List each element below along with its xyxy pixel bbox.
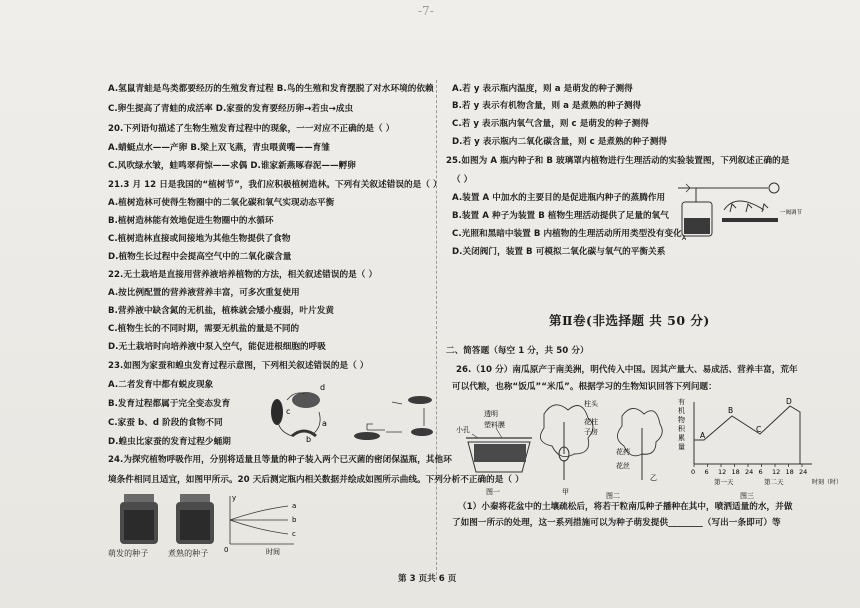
q25-option-d: D.关闭阀门，装置 B 可模拟二氧化碳与氧气的平衡关系 [452, 247, 666, 257]
q20-stem: 20.下列语句描述了生物生殖发育过程中的现象，一一对应不正确的是（ ） [108, 124, 395, 134]
q25-option-b: B.装置 A 种子为装置 B 植物生理活动提供了足量的氧气 [452, 211, 669, 221]
fig3-tick-label: 6 [758, 468, 763, 476]
page-footer: 第 3 页共 6 页 [398, 574, 457, 584]
curve-a [230, 506, 288, 520]
fig1-label-film: 塑料膜 [484, 421, 505, 429]
q23-option-d: D.蝗虫比家蚕的发育过程少蛹期 [108, 437, 231, 447]
q23-option-b: B.发育过程都属于完全变态发育 [108, 399, 231, 409]
fig3-x-unit: 时刻（时） [812, 479, 843, 486]
q26-part1: （1）小秦将花盆中的土壤疏松后，将若干粒南瓜种子播种在其中，喷洒适量的水，并做 [458, 502, 793, 512]
q21-option-d: D.植物生长过程中会提高空气中的二氧化碳含量 [108, 252, 292, 262]
fig3-tick-label: 6 [704, 468, 709, 476]
fig25-valve-label: 一阀调节 [780, 210, 803, 216]
bottle1-caption: 萌发的种子 [108, 549, 149, 558]
fig23-label-b: b [306, 435, 312, 444]
fig23-label-a: a [322, 419, 327, 428]
fig25-label-a: A [682, 235, 687, 242]
silkworm-pupa-icon [271, 399, 283, 425]
q22-stem: 22.无土栽培是直接用营养液培养植物的方法，相关叙述错误的是（ ） [108, 270, 378, 280]
fig2-label-jia: 甲 [562, 488, 569, 496]
fig3-tick-label: 24 [745, 468, 754, 476]
q21-stem: 21.3 月 12 日是我国的“植树节”，我们应积极植树造林。下列有关叙述错误的是（ ） [108, 180, 442, 190]
fig1-label-hole: 小孔 [456, 426, 470, 434]
fig2-label-anther: 花药 [616, 448, 630, 456]
q21-option-b: B.植树造林能有效地促进生物圈中的水循环 [108, 216, 274, 226]
fig3-tick-label: 18 [731, 468, 740, 476]
q26-stem: 26.（10 分）南瓜原产于南美洲，明代传入中国。因其产量大、易成活、营养丰富，荒年 [456, 365, 798, 375]
fig2-flowers [524, 394, 674, 500]
q20-option-ab: A.蜻蜓点水——产卵 B.梁上双飞燕，青虫喂黄嘴——育雏 [108, 143, 330, 153]
fig3-y-axis-label [678, 397, 686, 451]
fig3-caption: 图三 [740, 492, 754, 500]
fig2-label-filament: 花丝 [616, 462, 630, 470]
locust-nymph-icon [411, 428, 433, 436]
fig3-x-ticks [691, 464, 807, 476]
column-divider [436, 80, 437, 580]
fig2-label-stigma: 柱头 [584, 400, 598, 408]
locust-adult-icon [408, 396, 432, 404]
fig24-label-b: b [292, 516, 297, 524]
fig24-label-a: a [292, 502, 297, 510]
fig2-label-ovary: 子房 [584, 428, 598, 436]
fig3-point-d: D [786, 397, 792, 406]
valve-icon [769, 183, 779, 193]
fig1-caption: 图一 [486, 488, 500, 496]
q22-option-c: C.植物生长的不同时期，需要无机盐的量是不同的 [108, 324, 300, 334]
fig1-label-transparent: 透明 [484, 410, 498, 418]
fig2-label-style: 花柱 [584, 418, 598, 426]
q25-stem: 25.如图为 A 瓶内种子和 B 玻璃罩内植物进行生理活动的实验装置图，下列叙述正确的是 [446, 156, 790, 166]
fig3-day2: 第二天 [764, 478, 784, 486]
silkworm-larva-icon [292, 431, 316, 436]
q23-option-c: C.家蚕 b、d 阶段的食物不同 [108, 418, 223, 428]
fig3-day1: 第一天 [714, 478, 734, 486]
fig3-tick-label: 12 [718, 468, 727, 476]
fig3-ylabel-char: 累 [678, 434, 685, 442]
q24-option-d: D.若 y 表示瓶内二氧化碳含量，则 c 是煮熟的种子测得 [452, 137, 667, 147]
fig24-bottles-and-graph [118, 490, 328, 558]
fig3-tick-label: 18 [785, 468, 794, 476]
locust-nymph-small-icon [354, 432, 380, 440]
plants-icon [730, 204, 768, 212]
fig3-curve [694, 406, 800, 464]
q20-option-cd: C.风吹绿水皱，蛙鸣翠荷惊——求偶 D.谁家新燕啄春泥——孵卵 [108, 161, 356, 171]
bottle-germinating-icon [120, 494, 158, 544]
part2-heading: 二、简答题（每空 1 分，共 50 分） [446, 346, 589, 356]
fig24-label-c: c [292, 530, 296, 538]
q25-option-c: C.光照和黑暗中装置 B 内植物的生理活动所用类型没有变化 [452, 229, 682, 239]
bottle-boiled-icon [176, 494, 214, 544]
fig23-life-cycle-diagram [262, 378, 437, 446]
fig2-label-yi: 乙 [650, 474, 657, 482]
silkworm-moth-icon [292, 392, 320, 408]
fig24-x-label: 时间 [266, 548, 280, 556]
fig3-organic-matter-chart [670, 394, 848, 502]
bell-jar-icon [724, 201, 764, 210]
q24-option-a: A.若 y 表示瓶内温度，则 a 是萌发的种子测得 [452, 84, 633, 94]
fig3-tick-label: 12 [772, 468, 781, 476]
q24-stem-cont: 境条件相同且适宜，如图甲所示。20 天后测定瓶内相关数据并绘成如图所示曲线。下列分析不正确的是（ ） [108, 475, 524, 485]
q24-option-c: C.若 y 表示瓶内氧气含量，则 c 是萌发的种子测得 [452, 119, 649, 129]
fig3-ylabel-char: 有 [678, 398, 685, 406]
q24-option-b: B.若 y 表示有机物含量，则 a 是煮熟的种子测得 [452, 101, 642, 111]
fig3-ylabel-char: 积 [678, 425, 685, 433]
q22-option-d: D.无土栽培时向培养液中泵入空气，能促进根细胞的呼吸 [108, 342, 326, 352]
q19-option-cd: C.卵生提高了青蛙的成活率 D.家蚕的发育要经历卵→若虫→成虫 [108, 104, 354, 114]
fig3-tick-label: 0 [691, 468, 696, 476]
fig3-point-b: B [728, 406, 734, 415]
q21-option-a: A.植树造林可使得生物圈中的二氧化碳和氧气实现动态平衡 [108, 198, 335, 208]
fig3-tick-label: 24 [799, 468, 808, 476]
fig3-ylabel-char: 量 [678, 443, 685, 451]
fig3-ylabel-char: 机 [678, 407, 685, 415]
q26-part1-cont: 了如图一所示的处理，这一系列措施可以为种子萌发提供________（写出一条即可）等 [452, 518, 781, 528]
q25-option-a: A.装置 A 中加水的主要目的是促进瓶内种子的蒸腾作用 [452, 193, 666, 203]
fig24-y-label: y [232, 494, 237, 502]
fig3-ylabel-char: 物 [678, 416, 685, 424]
fig25-apparatus [668, 180, 808, 242]
q22-option-b: B.营养液中缺含氮的无机盐，植株就会矮小瘦弱，叶片发黄 [108, 306, 335, 316]
q23-stem: 23.如图为家蚕和蝗虫发育过程示意图，下列相关叙述错误的是（ ） [108, 361, 369, 371]
fig2-caption: 图二 [606, 492, 620, 500]
q23-option-a: A.二者发育中都有蜕皮现象 [108, 380, 214, 390]
fig3-point-c: C [756, 425, 762, 434]
q21-option-c: C.植树造林直接或间接地为其他生物提供了食物 [108, 234, 291, 244]
curve-c [230, 520, 288, 534]
page-header-mark: -7- [418, 4, 434, 18]
q25-answer-paren: （ ） [452, 175, 473, 185]
section-ii-title: 第Ⅱ卷(非选择题 共 50 分) [549, 313, 710, 328]
q19-option-ab: A.氢鼠青蛙是鸟类都要经历的生殖发育过程 B.鸟的生殖和发育摆脱了对水环境的依赖 [108, 84, 434, 94]
fig23-label-c: c [286, 407, 291, 416]
bottle2-caption: 煮熟的种子 [168, 549, 209, 558]
q22-option-a: A.按比例配置的营养液营养丰富，可多次重复使用 [108, 288, 300, 298]
fig3-point-a: A [700, 431, 706, 440]
fig23-label-d: d [320, 383, 326, 392]
fig24-origin: 0 [224, 546, 229, 554]
q24-stem: 24.为探究植物呼吸作用，分别将适量且等量的种子装入两个已灭菌的密闭保温瓶，其他环 [108, 455, 452, 465]
q26-stem-cont: 可以代粮，也称“饭瓜”“米瓜”。根据学习的生物知识回答下列问题： [452, 382, 717, 392]
